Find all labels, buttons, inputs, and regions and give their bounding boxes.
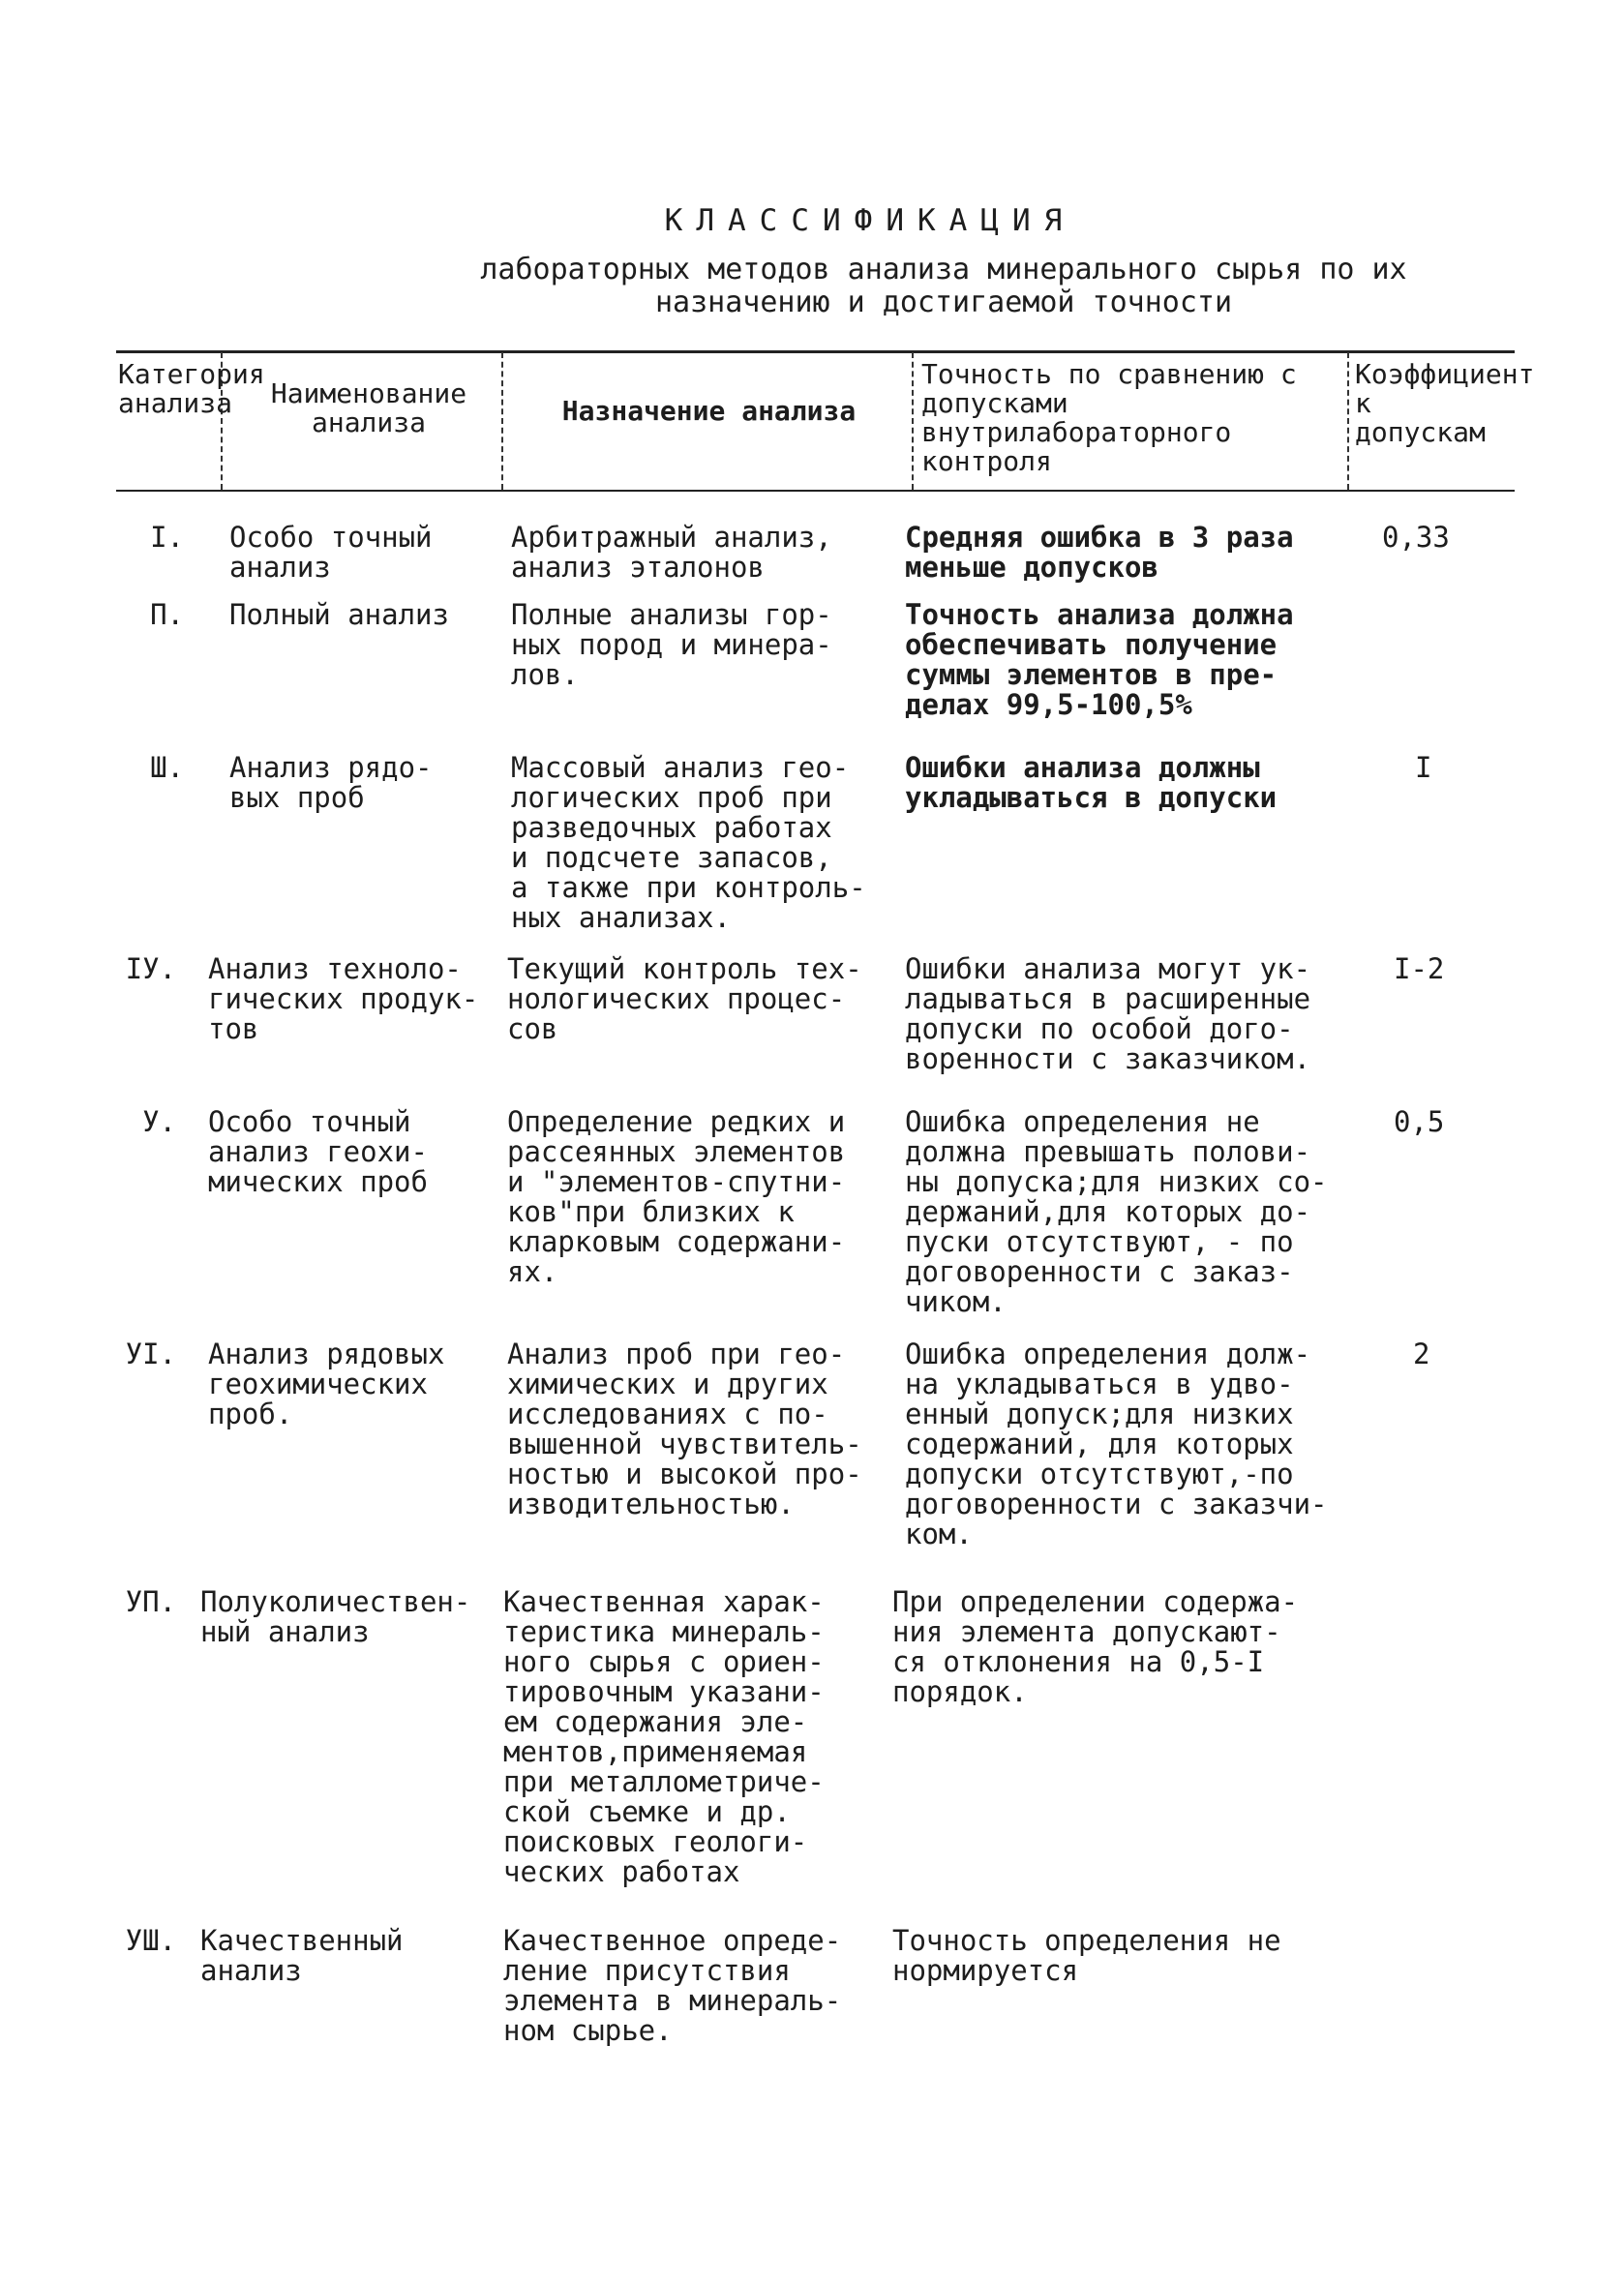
row-coefficient: 0,33 [1382,521,1450,554]
row-name: Анализ техноло- гических продук- тов [208,952,479,1045]
row-accuracy: Точность анализа должна обеспечивать получение суммы элементов в пре- делах 99,5-100,5% [905,598,1294,721]
row-purpose: Определение редких и рассеянных элементов и "элементов-спутни- ков"при близких к кларковым содержани- ях. [507,1105,846,1288]
header-accuracy: Точность по сравнению с допусками внутрилабораторного контроля [921,358,1297,477]
header-coefficient: Коэффициент к допускам [1355,358,1535,448]
column-divider [1347,352,1349,490]
row-name: Качественный анализ [200,1924,404,1987]
header-name: Наименование анализа [270,377,467,438]
row-coefficient: I-2 [1394,952,1445,985]
row-purpose: Качественное опреде- ление присутствия элемента в минераль- ном сырье. [503,1924,842,2047]
column-divider [501,352,503,490]
header-category: Категория анализа [118,358,265,419]
row-purpose: Массовый анализ гео- логических проб при разведочных работах и подсчете запасов, а также при контроль- ных анализах. [511,751,866,934]
row-category: У. [142,1105,176,1138]
row-purpose: Анализ проб при гео- химических и других исследованиях с по- вышенной чувствитель- ностью и высокой про- изводительностью. [507,1338,862,1520]
row-purpose: Полные анализы гор- ных пород и минера- лов. [511,598,832,691]
row-accuracy: Средняя ошибка в 3 раза меньше допусков [905,521,1294,584]
row-coefficient: 0,5 [1394,1105,1445,1138]
row-purpose: Качественная харак- теристика минераль- ного сырья с ориен- тировочным указани- ем содержания эле- ментов,применяемая при металлометриче- ской съемке и др. поисковых геологи- ческих работах [503,1585,825,1888]
column-divider [912,352,914,490]
row-name: Полуколичествен- ный анализ [200,1585,471,1648]
row-accuracy: Ошибка определения долж- на укладываться в удво- енный допуск;для низких содержаний, для которых допуски отсутствуют,-по договоренности с заказчи- ком. [905,1338,1328,1550]
row-accuracy: Точность определения не нормируется [892,1924,1281,1987]
row-accuracy: Ошибки анализа должны укладываться в допуски [905,751,1278,814]
table-header-rule [116,490,1515,492]
row-name: Полный анализ [229,598,449,631]
row-accuracy: При определении содержа- ния элемента допускают- ся отклонения на 0,5-I порядок. [892,1585,1299,1708]
row-name: Особо точный анализ [229,521,433,584]
row-category: П. [150,598,184,631]
row-category: I. [150,521,184,554]
row-purpose: Текущий контроль тех- нологических процес- сов [507,952,862,1045]
row-category: УI. [125,1338,176,1370]
row-category: Ш. [150,751,184,784]
row-name: Анализ рядовых геохимических проб. [208,1338,445,1430]
row-category: IУ. [125,952,176,985]
row-category: УП. [125,1585,176,1618]
row-purpose: Арбитражный анализ, анализ эталонов [511,521,832,584]
header-purpose: Назначение анализа [561,395,857,427]
page-subtitle: лабораторных методов анализа минерального сырья по их назначению и достигаемой точности [480,253,1407,319]
table-top-rule [116,350,1515,353]
page-title: КЛАССИФИКАЦИЯ [664,203,1076,238]
row-coefficient: I [1415,751,1432,784]
row-accuracy: Ошибки анализа могут ук- ладываться в расширенные допуски по особой дого- воренности с заказчиком. [905,952,1311,1075]
row-name: Особо точный анализ геохи- мических проб [208,1105,428,1198]
row-category: УШ. [125,1924,176,1957]
row-accuracy: Ошибка определения не должна превышать полови- ны допуска;для низких со- держаний,для которых до- пуски отсутствуют, - по договоренности с заказ- чиком. [905,1105,1328,1318]
row-name: Анализ рядо- вых проб [229,751,433,814]
row-coefficient: 2 [1413,1338,1430,1370]
